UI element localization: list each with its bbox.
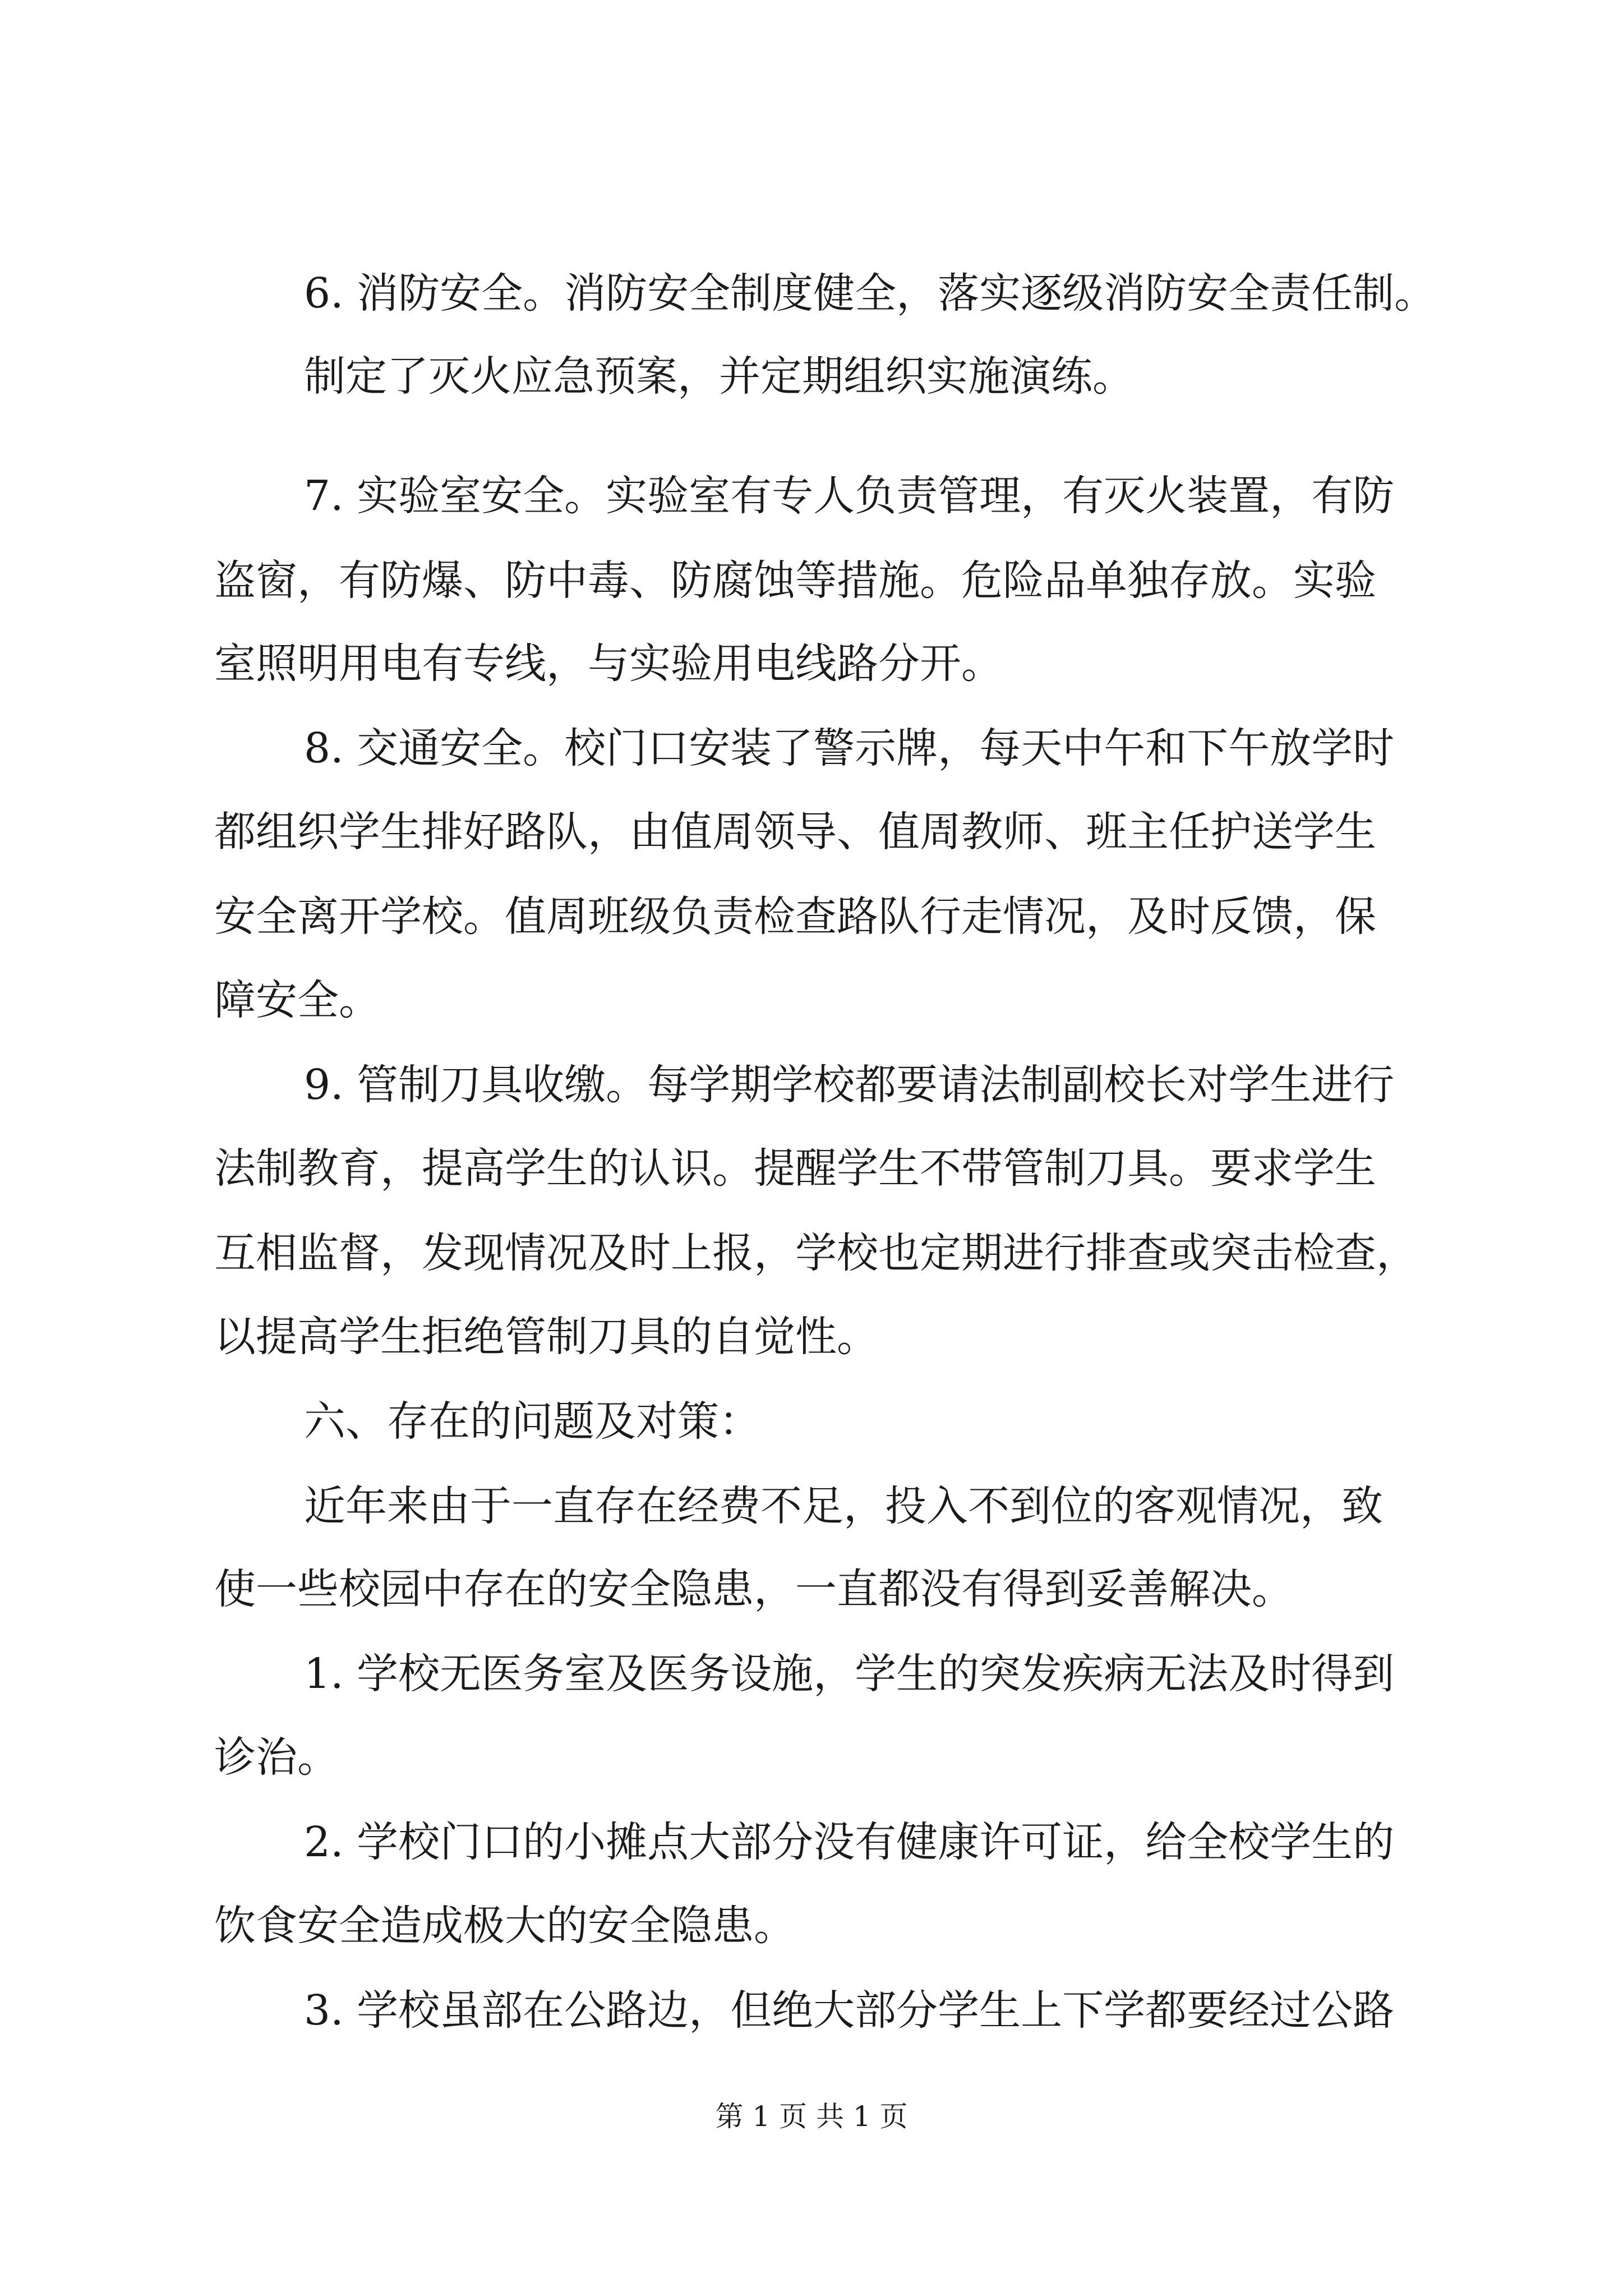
text-line: 诊治。 (214, 1733, 339, 1782)
text-line: 室照明用电有专线，与实验用电线路分开。 (214, 639, 1003, 688)
text-line: 饮食安全造成极大的安全隐患。 (214, 1902, 795, 1950)
text-line: 2. 学校门口的小摊点大部分没有健康许可证，给全校学生的 (304, 1818, 1395, 1866)
text-line: 使一些校园中存在的安全隐患，一直都没有得到妥善解决。 (214, 1565, 1293, 1613)
section-heading: 六、存在的问题及对策： (304, 1397, 760, 1446)
text-line: 7. 实验室安全。实验室有专人负责管理，有灭火装置，有防 (304, 472, 1395, 520)
text-line: 3. 学校虽部在公路边，但绝大部分学生上下学都要经过公路 (304, 1986, 1395, 2035)
text-line: 6. 消防安全。消防安全制度健全，落实逐级消防安全责任制。 (304, 269, 1436, 318)
text-line: 制定了灭火应急预案，并定期组织实施演练。 (304, 352, 1134, 401)
text-line: 9. 管制刀具收缴。每学期学校都要请法制副校长对学生进行 (304, 1061, 1395, 1109)
text-line: 法制教育，提高学生的认识。提醒学生不带管制刀具。要求学生 (214, 1144, 1376, 1193)
text-line: 1. 学校无医务室及医务设施，学生的突发疾病无法及时得到 (304, 1650, 1395, 1698)
text-line: 近年来由于一直存在经费不足，投入不到位的客观情况，致 (304, 1482, 1383, 1530)
text-line: 盗窗，有防爆、防中毒、防腐蚀等措施。危险品单独存放。实验 (214, 556, 1376, 605)
text-line: 以提高学生拒绝管制刀具的自觉性。 (214, 1313, 878, 1361)
text-line: 8. 交通安全。校门口安装了警示牌，每天中午和下午放学时 (304, 724, 1395, 772)
text-line: 互相监督，发现情况及时上报，学校也定期进行排查或突击检查， (214, 1229, 1418, 1277)
text-line: 安全离开学校。值周班级负责检查路队行走情况，及时反馈，保 (214, 892, 1376, 941)
text-line: 障安全。 (214, 976, 380, 1024)
text-line: 都组织学生排好路队，由值周领导、值周教师、班主任护送学生 (214, 808, 1376, 856)
page-footer: 第 1 页 共 1 页 (715, 2100, 908, 2133)
